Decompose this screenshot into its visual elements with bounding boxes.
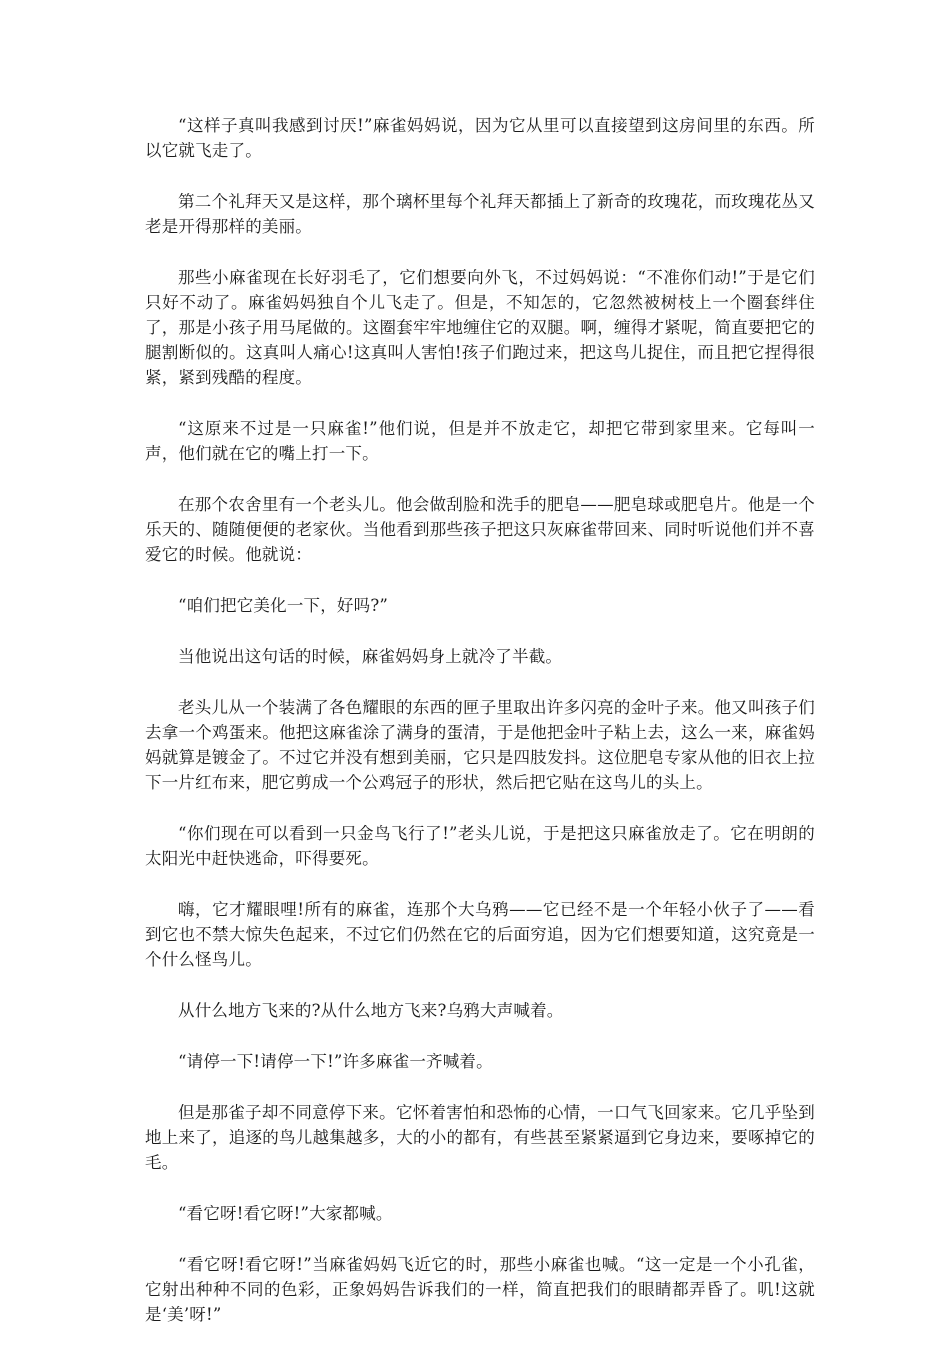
paragraph: “这样子真叫我感到讨厌!”麻雀妈妈说，因为它从里可以直接望到这房间里的东西。所以它就飞走了。 [145,116,815,160]
paragraph: “咱们把它美化一下，好吗?” [178,596,389,615]
paragraph: “这原来不过是一只麻雀!”他们说，但是并不放走它，却把它带到家里来。它每叫一声，他们就在它的嘴上打一下。 [145,419,815,463]
paragraph: 从什么地方飞来的?从什么地方飞来?乌鸦大声喊着。 [178,1001,564,1020]
paragraph: “看它呀!看它呀!”大家都喊。 [178,1204,393,1223]
paragraph: “看它呀!看它呀!”当麻雀妈妈飞近它的时，那些小麻雀也喊。“这一定是一个小孔雀，它射出种种不同的色彩，正象妈妈告诉我们的一样，简直把我们的眼睛都弄昏了。叽!这就是‘美’呀!” [145,1255,815,1324]
document-body [145,113,815,1353]
paragraph: 嗨，它才耀眼哩!所有的麻雀，连那个大乌鸦——它已经不是一个年轻小伙子了——看到它也不禁大惊失色起来，不过它们仍然在它的后面穷追，因为它们想要知道，这究竟是一个什么怪鸟儿。 [145,900,815,969]
paragraph: 老头儿从一个装满了各色耀眼的东西的匣子里取出许多闪亮的金叶子来。他又叫孩子们去拿一个鸡蛋来。他把这麻雀涂了满身的蛋清，于是他把金叶子粘上去，这么一来，麻雀妈妈就算是镀金了。不过它并没有想到美丽，它只是四肢发抖。这位肥皂专家从他的旧衣上拉下一片红布来，肥它剪成一个公鸡冠子的形状，然后把它贴在这鸟儿的头上。 [145,698,815,792]
paragraph: 第二个礼拜天又是这样，那个璃杯里每个礼拜天都插上了新奇的玫瑰花，而玫瑰花丛又老是开得那样的美丽。 [145,192,815,236]
paragraph: 但是那雀子却不同意停下来。它怀着害怕和恐怖的心情，一口气飞回家来。它几乎坠到地上来了，追逐的鸟儿越集越多，大的小的都有，有些甚至紧紧逼到它身边来，要啄掉它的毛。 [145,1103,815,1172]
paragraph: “请停一下!请停一下!”许多麻雀一齐喊着。 [178,1052,493,1071]
paragraph: “你们现在可以看到一只金鸟飞行了!”老头儿说，于是把这只麻雀放走了。它在明朗的太阳光中赶快逃命，吓得要死。 [145,824,815,868]
paragraph: 那些小麻雀现在长好羽毛了，它们想要向外飞，不过妈妈说：“不准你们动!”于是它们只好不动了。麻雀妈妈独自个儿飞走了。但是，不知怎的，它忽然被树枝上一个圈套绊住了，那是小孩子用马尾做的。这圈套牢牢地缠住它的双腿。啊，缠得才紧呢，简直要把它的腿割断似的。这真叫人痛心!这真叫人害怕!孩子们跑过来，把这鸟儿捉住，而且把它捏得很紧，紧到残酷的程度。 [145,268,815,387]
paragraph: 在那个农舍里有一个老头儿。他会做刮脸和洗手的肥皂——肥皂球或肥皂片。他是一个乐天的、随随便便的老家伙。当他看到那些孩子把这只灰麻雀带回来、同时听说他们并不喜爱它的时候。他就说： [145,495,815,564]
paragraph: 当他说出这句话的时候，麻雀妈妈身上就冷了半截。 [178,647,563,666]
